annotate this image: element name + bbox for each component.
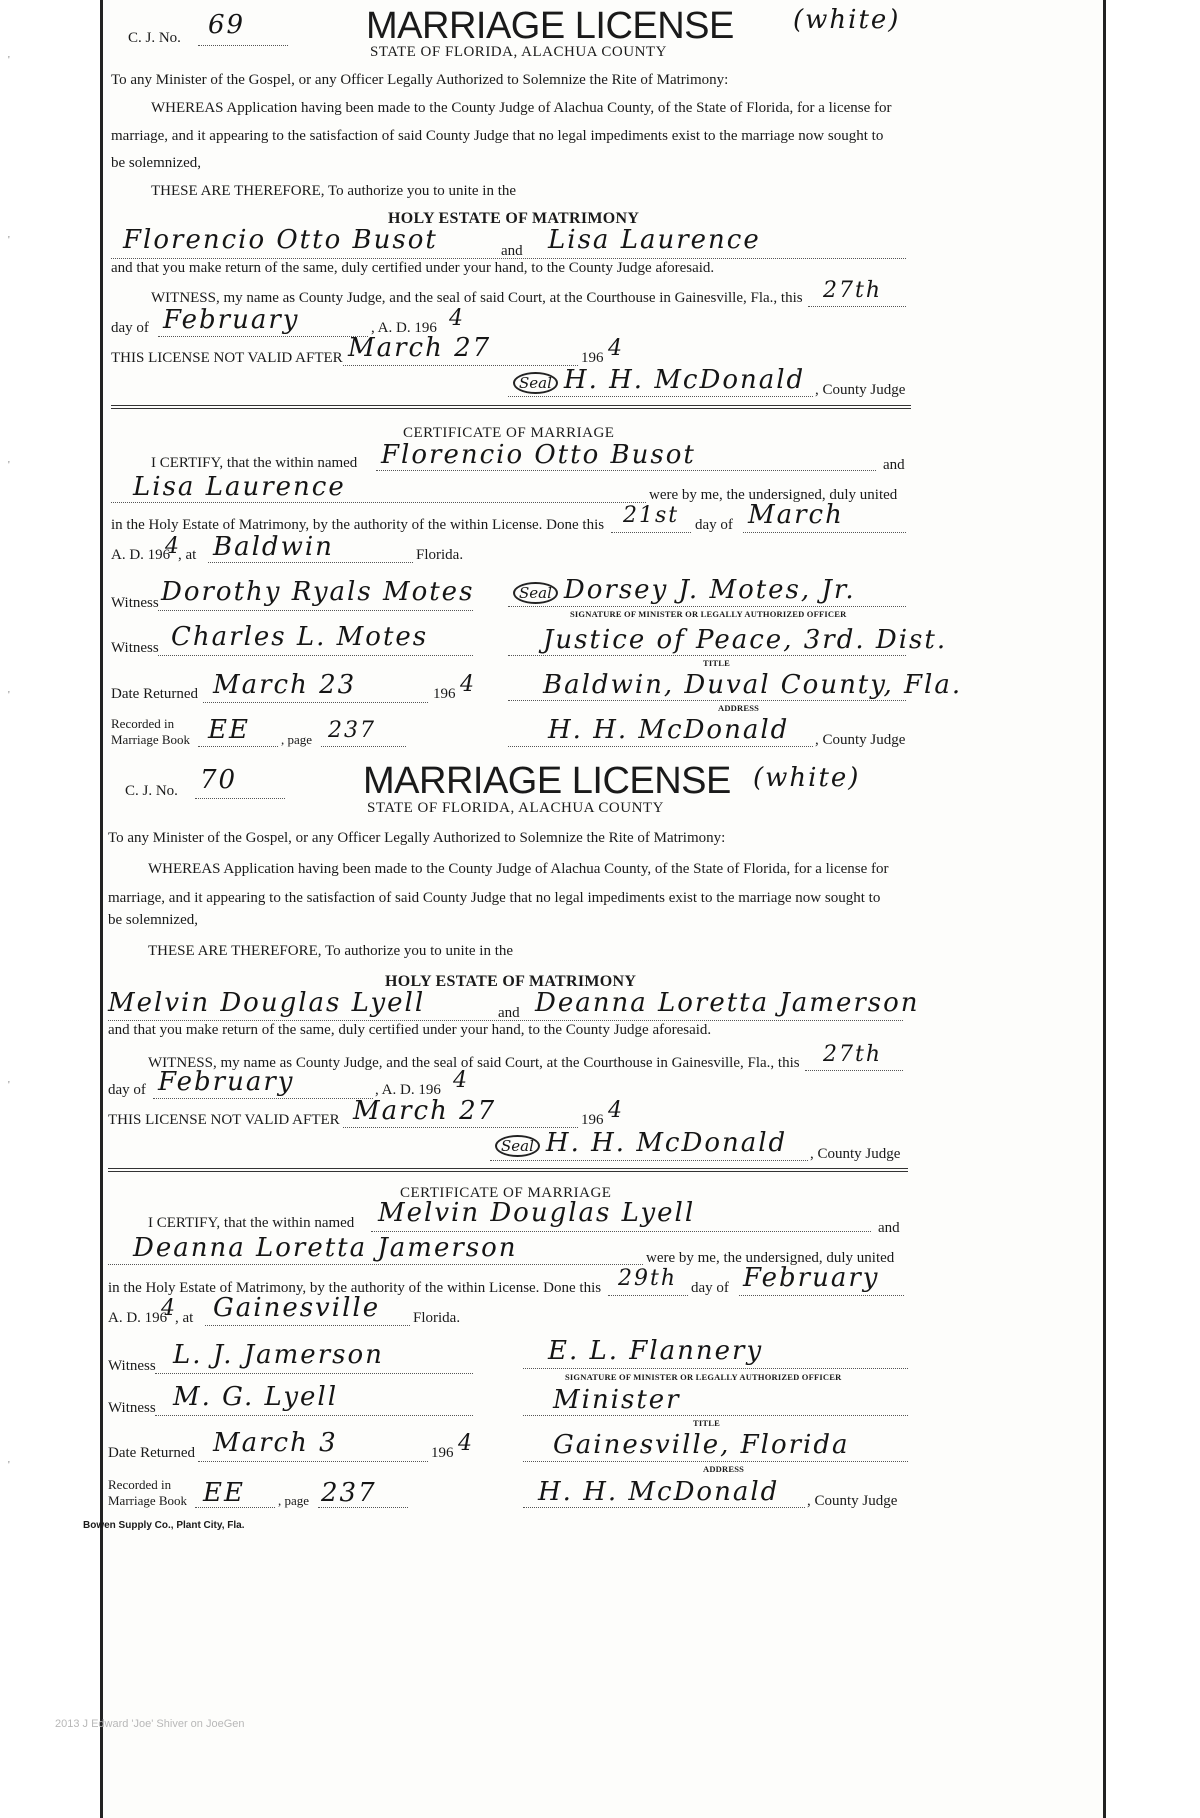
title-caption: TITLE: [703, 658, 730, 668]
witness-judge-text: WITNESS, my name as County Judge, and the seal of said Court, at the Courthouse in Gainesville, Fla., this: [148, 1055, 800, 1071]
whereas-line-1: WHEREAS Application having been made to the County Judge of Alachua County, of the State of Florida, for a license for: [151, 100, 892, 116]
certificate-heading: CERTIFICATE OF MARRIAGE: [403, 425, 615, 441]
county-judge-signature: Seal H. H. McDonald: [495, 1128, 787, 1158]
book-value: EE: [208, 715, 250, 745]
month-line: [153, 1098, 373, 1099]
cert-groom-line: [376, 470, 876, 471]
these-are-therefore: THESE ARE THEREFORE, To authorize you to unite in the: [151, 183, 517, 199]
sig-officer-caption: SIGNATURE OF MINISTER OR LEGALLY AUTHORIZED OFFICER: [570, 609, 847, 619]
day-of-label-2: day of: [695, 517, 733, 533]
returned-year-prefix: 196: [431, 1445, 454, 1461]
and-label-cert: and: [878, 1220, 900, 1236]
ad-label-2: A. D. 196: [108, 1310, 168, 1326]
date-returned-label: Date Returned: [108, 1445, 196, 1461]
i-certify-label: I CERTIFY, that the within named: [151, 455, 358, 471]
address-caption: ADDRESS: [718, 703, 760, 713]
cert-groom: Melvin Douglas Lyell: [378, 1198, 696, 1228]
cj-no-label: C. J. No.: [128, 30, 181, 46]
holy-estate-heading: HOLY ESTATE OF MATRIMONY: [385, 973, 637, 990]
page-value: 237: [321, 1478, 377, 1508]
date-returned-line: [203, 702, 428, 703]
not-valid-date: March 27: [353, 1096, 497, 1126]
county-judge-label-2: , County Judge: [807, 1493, 898, 1509]
section-divider: [108, 1168, 908, 1172]
officer-address: Baldwin, Duval County, Fla.: [543, 670, 963, 700]
county-judge-label: , County Judge: [810, 1146, 901, 1162]
cj-no-label: C. J. No.: [125, 783, 178, 799]
license-year-digit: 4: [453, 1068, 469, 1093]
cj-no-line: [198, 45, 288, 46]
whereas-line-3: be solemnized,: [111, 155, 201, 171]
at-label: , at: [178, 547, 197, 563]
officer-line: [523, 1368, 908, 1369]
witness-2-line: [158, 655, 473, 656]
return-text: and that you make return of the same, duly certified under your hand, to the County Judge aforesaid.: [111, 260, 715, 276]
done-year: 4: [161, 1296, 177, 1321]
witness-day: 27th: [823, 278, 883, 303]
page-line: [318, 1507, 408, 1508]
marriage-book-label: Marriage Book: [108, 1493, 188, 1508]
done-day-line: [608, 1295, 688, 1296]
title-caption: TITLE: [693, 1418, 720, 1428]
cj-no-line: [195, 798, 285, 799]
were-united: were by me, the undersigned, duly united: [646, 1250, 895, 1266]
in-holy-estate: in the Holy Estate of Matrimony, by the authority of the within License. Done this: [108, 1280, 602, 1296]
whereas-line-3: be solemnized,: [108, 912, 198, 928]
margin-mark: ': [8, 1460, 10, 1471]
margin-mark: ': [8, 235, 10, 246]
page-label: , page: [281, 732, 313, 747]
date-returned-value: March 3: [213, 1428, 338, 1458]
county-judge-signature: Seal H. H. McDonald: [513, 365, 805, 395]
not-valid-year: 4: [608, 1098, 624, 1123]
title-line: [523, 1415, 908, 1416]
ad-label: , A. D. 196: [371, 320, 437, 336]
not-valid-year-prefix: 196: [581, 350, 604, 366]
done-year: 4: [165, 534, 181, 559]
married-place: Baldwin: [213, 532, 334, 562]
license-title: MARRIAGE LICENSE: [366, 5, 734, 47]
at-label: , at: [175, 1310, 194, 1326]
cj-no-value: 69: [208, 10, 246, 40]
names-line: [111, 258, 906, 259]
watermark-copyright: 2013 J Edward 'Joe' Shiver on JoeGen: [55, 1718, 245, 1730]
done-month-line: [743, 532, 906, 533]
seal-stamp: Seal: [513, 582, 558, 604]
groom-name: Florencio Otto Busot: [123, 225, 438, 255]
witness-1-line: [155, 1373, 473, 1374]
witness-label-2: Witness: [111, 640, 159, 656]
day-of-label: day of: [111, 320, 149, 336]
witness-2-signature: M. G. Lyell: [173, 1382, 339, 1412]
place-line: [208, 562, 413, 563]
marriage-book-label: Marriage Book: [111, 732, 191, 747]
witness-day: 27th: [823, 1042, 883, 1067]
margin-mark: ': [8, 460, 10, 471]
florida-label: Florida.: [413, 1310, 461, 1326]
in-holy-estate: in the Holy Estate of Matrimony, by the authority of the within License. Done this: [111, 517, 605, 533]
month-line: [158, 336, 368, 337]
cert-groom: Florencio Otto Busot: [381, 440, 696, 470]
not-valid-label: THIS LICENSE NOT VALID AFTER: [111, 350, 343, 366]
bride-name: Lisa Laurence: [548, 225, 761, 255]
cert-bride-line: [111, 502, 646, 503]
license-month: February: [163, 305, 300, 335]
page-value: 237: [328, 718, 376, 743]
to-any-minister: To any Minister of the Gospel, or any Officer Legally Authorized to Solemnize the Rite of Matrimony:: [108, 830, 726, 846]
officer-signature: Seal Dorsey J. Motes, Jr.: [513, 575, 856, 605]
not-valid-label: THIS LICENSE NOT VALID AFTER: [108, 1112, 340, 1128]
recording-judge-line: [523, 1507, 805, 1508]
recorded-in-label: Recorded in: [111, 716, 175, 731]
were-united: were by me, the undersigned, duly united: [649, 487, 898, 503]
officer-signature: E. L. Flannery: [548, 1336, 764, 1366]
margin-mark: ': [8, 690, 10, 701]
officer-line: [508, 606, 906, 607]
sig-officer-caption: SIGNATURE OF MINISTER OR LEGALLY AUTHORIZED OFFICER: [565, 1372, 842, 1382]
recording-judge-line: [508, 746, 813, 747]
ad-label-2: A. D. 196: [111, 547, 171, 563]
whereas-line-2: marriage, and it appearing to the satisfaction of said County Judge that no legal impediments exist to the marriage now sought to: [108, 890, 881, 906]
judge-line: [508, 396, 813, 397]
annotation-white: (white): [793, 5, 901, 35]
address-caption: ADDRESS: [703, 1464, 745, 1474]
day-of-label-2: day of: [691, 1280, 729, 1296]
not-valid-year-prefix: 196: [581, 1112, 604, 1128]
document-page: [83, 0, 1106, 1818]
witness-day-line: [808, 306, 906, 307]
and-label: and: [501, 243, 523, 259]
florida-label: Florida.: [416, 547, 464, 563]
witness-day-line: [805, 1070, 903, 1071]
county-judge-label: , County Judge: [815, 382, 906, 398]
recording-judge-signature: H. H. McDonald: [538, 1477, 780, 1507]
page-label: , page: [278, 1493, 310, 1508]
officer-title: Justice of Peace, 3rd. Dist.: [543, 625, 948, 655]
place-line: [205, 1325, 410, 1326]
address-line: [508, 700, 906, 701]
license-month: February: [158, 1067, 295, 1097]
groom-name: Melvin Douglas Lyell: [108, 988, 426, 1018]
witness-label-1: Witness: [108, 1358, 156, 1374]
address-line: [523, 1461, 908, 1462]
license-year-digit: 4: [449, 306, 465, 331]
printer-credit: Bowen Supply Co., Plant City, Fla.: [83, 1520, 245, 1531]
book-value: EE: [203, 1478, 245, 1508]
names-line: [108, 1020, 903, 1021]
license-title: MARRIAGE LICENSE: [363, 760, 731, 802]
officer-title: Minister: [553, 1385, 681, 1415]
done-month: February: [743, 1263, 880, 1293]
returned-year-prefix: 196: [433, 686, 456, 702]
cert-bride-line: [108, 1264, 643, 1265]
county-judge-label-2: , County Judge: [815, 732, 906, 748]
page-line: [321, 746, 406, 747]
bride-name: Deanna Loretta Jamerson: [535, 988, 920, 1018]
cj-no-value: 70: [200, 765, 238, 795]
date-returned-value: March 23: [213, 670, 357, 700]
witness-2-signature: Charles L. Motes: [171, 622, 429, 652]
recorded-in-label: Recorded in: [108, 1477, 172, 1492]
witness-2-line: [155, 1415, 473, 1416]
witness-1-signature: Dorothy Ryals Motes: [161, 577, 475, 607]
judge-line: [490, 1160, 808, 1161]
title-line: [508, 655, 906, 656]
witness-1-signature: L. J. Jamerson: [173, 1340, 384, 1370]
witness-judge-text: WITNESS, my name as County Judge, and the seal of said Court, at the Courthouse in Gainesville, Fla., this: [151, 290, 803, 306]
day-of-label: day of: [108, 1082, 146, 1098]
whereas-line-2: marriage, and it appearing to the satisfaction of said County Judge that no legal impediments exist to the marriage now sought to: [111, 128, 884, 144]
done-day: 21st: [623, 503, 680, 528]
witness-label-2: Witness: [108, 1400, 156, 1416]
cert-bride: Deanna Loretta Jamerson: [133, 1233, 518, 1263]
cert-bride: Lisa Laurence: [133, 472, 346, 502]
i-certify-label: I CERTIFY, that the within named: [148, 1215, 355, 1231]
to-any-minister: To any Minister of the Gospel, or any Officer Legally Authorized to Solemnize the Rite of Matrimony:: [111, 72, 729, 88]
section-divider: [111, 405, 911, 409]
and-label: and: [498, 1005, 520, 1021]
done-month-line: [739, 1295, 904, 1296]
not-valid-date: March 27: [348, 333, 492, 363]
done-month: March: [748, 500, 844, 530]
these-are-therefore: THESE ARE THEREFORE, To authorize you to unite in the: [148, 943, 514, 959]
seal-stamp: Seal: [513, 372, 558, 394]
witness-label-1: Witness: [111, 595, 159, 611]
done-day-line: [611, 532, 691, 533]
officer-address: Gainesville, Florida: [553, 1430, 850, 1460]
annotation-white: (white): [753, 763, 861, 793]
margin-mark: ': [8, 1080, 10, 1091]
margin-mark: ': [8, 55, 10, 66]
cert-groom-line: [371, 1231, 871, 1232]
ad-label: , A. D. 196: [375, 1082, 441, 1098]
holy-estate-heading: HOLY ESTATE OF MATRIMONY: [388, 210, 640, 227]
seal-stamp: Seal: [495, 1135, 540, 1157]
date-returned-label: Date Returned: [111, 686, 199, 702]
returned-year: 4: [460, 672, 476, 697]
state-county: STATE OF FLORIDA, ALACHUA COUNTY: [370, 44, 667, 60]
returned-year: 4: [458, 1431, 474, 1456]
book-line: [195, 1507, 275, 1508]
not-valid-year: 4: [608, 336, 624, 361]
recording-judge-signature: H. H. McDonald: [548, 715, 790, 745]
return-text: and that you make return of the same, duly certified under your hand, to the County Judge aforesaid.: [108, 1022, 712, 1038]
done-day: 29th: [618, 1266, 678, 1291]
married-place: Gainesville: [213, 1293, 381, 1323]
date-returned-line: [198, 1461, 428, 1462]
whereas-line-1: WHEREAS Application having been made to the County Judge of Alachua County, of the State of Florida, for a license for: [148, 861, 889, 877]
state-county: STATE OF FLORIDA, ALACHUA COUNTY: [367, 800, 664, 816]
and-label-cert: and: [883, 457, 905, 473]
witness-1-line: [158, 610, 473, 611]
book-line: [198, 746, 278, 747]
certificate-heading: CERTIFICATE OF MARRIAGE: [400, 1185, 612, 1201]
